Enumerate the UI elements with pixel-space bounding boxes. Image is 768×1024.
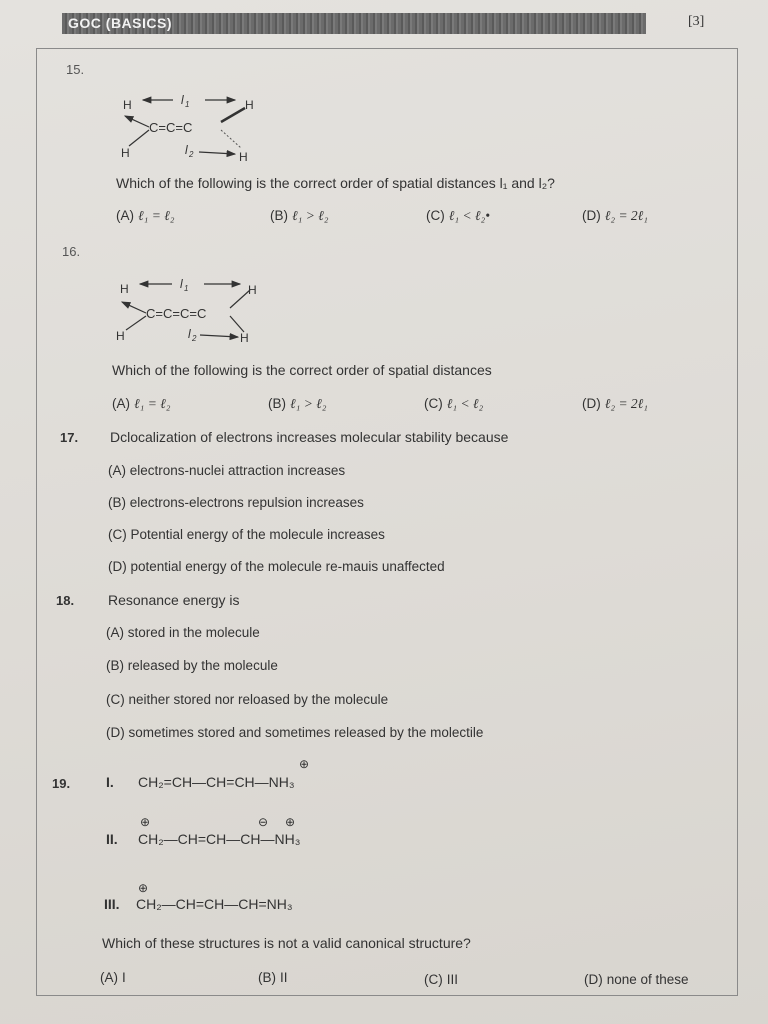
structure-ii-charge-2: ⊖ (258, 815, 269, 829)
q19-option-a-value: I (122, 970, 126, 985)
q15-h-top-left: H (123, 98, 132, 112)
q19-option-c-label: (C) (424, 972, 443, 987)
q18-option-d[interactable]: (D) sometimes stored and sometimes released by the molectile (106, 725, 484, 740)
q17-option-a[interactable]: (A) electrons-nuclei attraction increases (108, 463, 346, 478)
q15-option-a-label: (A) (116, 208, 134, 223)
q15-option-b-label: (B) (270, 208, 288, 223)
question-16-number: 16. (62, 244, 81, 259)
q16-option-d[interactable] (582, 396, 648, 412)
structure-i-charge-1: ⊕ (299, 757, 310, 771)
question-18-number: 18. (56, 593, 75, 608)
q15-bond-top-right (221, 108, 245, 122)
q16-option-b-value: ℓ₁ > ℓ₂ (290, 396, 327, 411)
q15-option-d-label: (D) (582, 208, 601, 223)
q15-l1-sub: 1 (185, 100, 190, 109)
q15-h-bottom-left: H (121, 146, 130, 160)
q15-structure-diagram (115, 92, 275, 169)
q16-option-b[interactable] (268, 396, 327, 412)
q16-l1-sub: 1 (184, 284, 189, 293)
q17-option-d[interactable]: (D) potential energy of the molecule re-mauis unaffected (108, 559, 445, 574)
q16-structure-diagram (112, 276, 272, 353)
q19-option-a-label: (A) (100, 970, 118, 985)
structure-iii-formula: CH₂—CH=CH—CH=NH₃ (136, 896, 293, 912)
q15-option-a-value: ℓ₁ = ℓ₂ (138, 208, 175, 223)
structure-ii-label: II. (106, 831, 118, 847)
q16-l2-label: l (188, 327, 191, 341)
q16-option-c[interactable] (424, 396, 483, 412)
q16-option-c-label: (C) (424, 396, 443, 411)
q16-option-c-value: ℓ₁ < ℓ₂ (446, 396, 484, 411)
page-number: [3] (688, 14, 705, 29)
q16-option-a[interactable] (112, 396, 171, 412)
q19-option-b[interactable] (258, 970, 288, 985)
structure-ii (106, 831, 300, 847)
q15-carbon-chain: C=C=C (149, 120, 193, 135)
question-15-text: Which of the following is the correct order of spatial distances l₁ and l₂? (116, 175, 555, 191)
q16-bond-top-left (122, 302, 146, 313)
structure-i (106, 774, 295, 790)
question-17-number: 17. (60, 430, 79, 445)
q15-option-d-value: ℓ₂ = 2ℓ₁ (604, 208, 648, 223)
q16-option-b-label: (B) (268, 396, 286, 411)
question-18-text: Resonance energy is (108, 592, 240, 608)
q18-option-b[interactable]: (B) released by the molecule (106, 658, 278, 673)
q15-option-c-value: ℓ₁ < ℓ₂• (448, 208, 490, 223)
q16-h-top-left: H (120, 282, 129, 296)
q16-option-a-value: ℓ₁ = ℓ₂ (134, 396, 171, 411)
question-17-text: Dclocalization of electrons increases molecular stability because (110, 429, 509, 445)
q19-option-b-label: (B) (258, 970, 276, 985)
structure-ii-charge-3: ⊕ (285, 815, 296, 829)
q16-bond-bottom-right (230, 316, 244, 332)
q15-h-bottom-right: H (239, 150, 248, 164)
structure-i-label: I. (106, 774, 114, 790)
structure-iii (104, 896, 293, 912)
q15-bond-bottom-right (221, 130, 241, 148)
q19-option-c-value: III (446, 972, 459, 987)
q15-bond-bottom-left (129, 130, 149, 146)
q16-l1-label: l (180, 277, 183, 291)
question-16-text: Which of the following is the correct order of spatial distances (112, 362, 492, 378)
q16-h-top-right: H (248, 283, 257, 297)
q19-option-d-label: (D) (584, 972, 603, 987)
structure-i-formula: CH₂=CH—CH=CH—NH₃ (138, 774, 295, 790)
question-19-number: 19. (52, 776, 71, 791)
q15-option-a[interactable] (116, 208, 175, 224)
q17-option-c[interactable]: (C) Potential energy of the molecule increases (108, 527, 385, 542)
q16-h-bottom-right: H (240, 331, 249, 345)
header-title: GOC (BASICS) (68, 15, 172, 31)
q15-l2-label: l (185, 143, 188, 157)
structure-ii-formula: CH₂—CH=CH—CH—NH₃ (138, 831, 301, 847)
q15-option-b-value: ℓ₁ > ℓ₂ (292, 208, 329, 223)
structure-iii-charge-1: ⊕ (138, 881, 149, 895)
q19-option-b-value: II (280, 970, 288, 985)
structure-iii-label: III. (104, 896, 120, 912)
q17-option-b[interactable]: (B) electrons-electrons repulsion increases (108, 495, 364, 510)
q16-bond-top-right (230, 290, 250, 308)
q16-option-a-label: (A) (112, 396, 130, 411)
q18-option-a[interactable]: (A) stored in the molecule (106, 625, 260, 640)
q19-option-c[interactable] (424, 972, 458, 987)
q15-option-c-label: (C) (426, 208, 445, 223)
q15-l2-arrow (199, 152, 235, 154)
q15-h-top-right: H (245, 98, 254, 112)
q16-bond-bottom-left (126, 316, 146, 330)
q16-h-bottom-left: H (116, 329, 125, 343)
q15-option-c[interactable] (426, 208, 490, 224)
q16-option-d-value: ℓ₂ = 2ℓ₁ (604, 396, 648, 411)
q19-option-d-value: none of these (606, 972, 689, 987)
q19-option-a[interactable] (100, 970, 126, 985)
q15-bond-top-left (125, 116, 149, 127)
structure-ii-charge-1: ⊕ (140, 815, 151, 829)
q15-option-d[interactable] (582, 208, 648, 224)
q16-l2-sub: 2 (192, 334, 197, 343)
q15-option-b[interactable] (270, 208, 329, 224)
q16-option-d-label: (D) (582, 396, 601, 411)
q15-l2-sub: 2 (189, 150, 194, 159)
q19-option-d[interactable] (584, 972, 689, 987)
question-15-number: 15. (66, 62, 85, 77)
q16-carbon-chain: C=C=C=C (146, 306, 207, 321)
q18-option-c[interactable]: (C) neither stored nor reloased by the molecule (106, 692, 389, 707)
question-19-text: Which of these structures is not a valid canonical structure? (102, 935, 471, 951)
q15-l1-label: l (181, 93, 184, 107)
q16-l2-arrow (200, 335, 238, 337)
